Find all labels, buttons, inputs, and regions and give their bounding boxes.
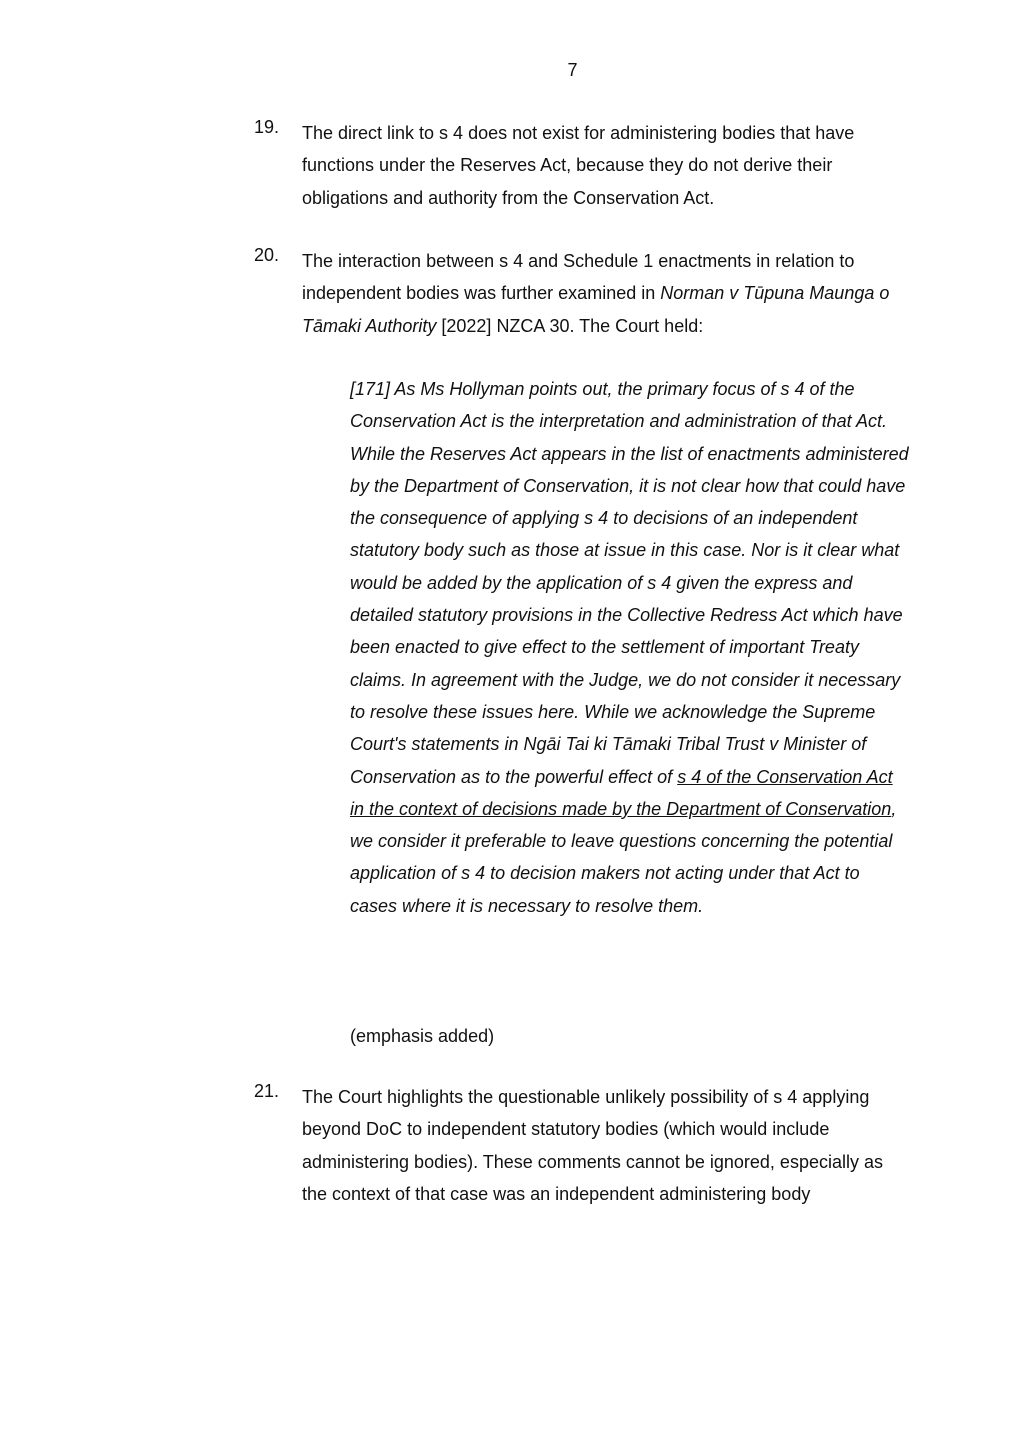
emphasis-note: (emphasis added) [350,1026,495,1046]
paragraph-text: The Court highlights the questionable unlikely possibility of s 4 applying beyond DoC to independent statutory bodies (which would include administering bodies). These comments cannot be ignored, especially as the context of that case was an independent administering body [302,1087,883,1204]
page-number: 7 [567,60,578,80]
quote-text: [171] As Ms Hollyman points out, the primary focus of s 4 of the Conservation Act is the interpretation and administration of that Act. While the Reserves Act appears in the list of enactments administered by the Department of Conservation, it is not clear how that could have the consequence of applying s 4 to decisions of an independent statutory body such as those at issue in this case. Nor is it clear what would be added by the application of s 4 given the express and detailed statutory provisions in the Collective Redress Act which have been enacted to give effect to the settlement of important Treaty claims. In agreement with the Judge, we do not consider it necessary to resolve these issues here. While we acknowledge the Supreme Court's statements in Ngāi Tai ki Tāmaki Tribal Trust v Minister of Conservation as to the powerful effect of [350,379,909,787]
quote-emphasis: s 4 of the Conservation Act in the context of decisions made by the Department of Conservation [350,766,893,819]
quote-text-end: , we consider it preferable to leave questions concerning the potential application of s 4 to decision makers not acting under that Act to cases where it is necessary to resolve them. [350,798,897,916]
paragraph-number: 21. [254,1081,280,1101]
block-quote [350,373,910,922]
paragraph-text-before: The interaction between s 4 and Schedule 1 enactments in relation to independent bodies was further examined in [302,251,855,304]
paragraph-20 [254,245,904,342]
paragraph-number: 20. [254,245,280,265]
paragraph-number: 19. [254,117,280,137]
paragraph-21 [254,1081,904,1210]
case-name: Norman v Tūpuna Maunga o Tāmaki Authority [302,283,890,336]
paragraph-19 [254,117,904,214]
paragraph-text [302,245,904,342]
paragraph-text-after: [2022] NZCA 30. The Court held: [436,315,704,336]
paragraph-text: The direct link to s 4 does not exist for administering bodies that have functions under the Reserves Act, because they do not derive their obligations and authority from the Conservation Act. [302,123,855,208]
